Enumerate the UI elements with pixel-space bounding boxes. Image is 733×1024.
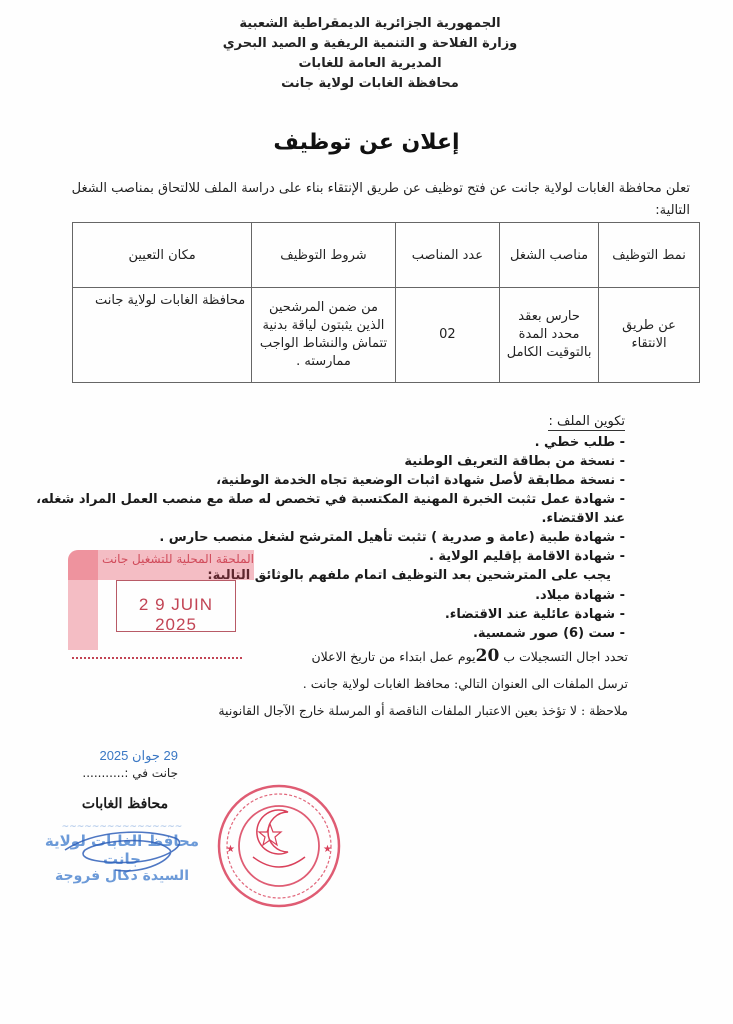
- place-date-block: [38, 748, 178, 780]
- dossier-item: - نسخة من بطاقة التعريف الوطنية: [404, 454, 625, 469]
- table-row: [73, 288, 700, 383]
- signatory-stamp-office: محافظ الغابات لولاية جانت: [44, 832, 200, 868]
- deadline-suffix: يوم عمل ابتداء من تاريخ الاعلان: [311, 649, 476, 664]
- table-header-row: [73, 223, 700, 288]
- page-title: إعلان عن توظيف: [273, 130, 460, 155]
- header-mode: نمط التوظيف: [599, 223, 700, 288]
- cell-mode: عن طريق الانتقاء: [599, 288, 700, 383]
- place-line: جانت في :...........: [82, 766, 178, 780]
- dossier-heading: تكوين الملف :: [548, 414, 625, 429]
- document-header: [210, 14, 530, 94]
- directorate-name: المديرية العامة للغابات: [298, 56, 442, 71]
- official-seal: [208, 782, 350, 910]
- dossier-item: - شهادة الاقامة بإقليم الولاية .: [428, 549, 625, 564]
- dossier-item: - طلب خطي .: [534, 435, 625, 450]
- handwritten-date: 29 جوان 2025: [99, 748, 178, 763]
- header-conditions: شروط التوظيف: [252, 223, 395, 288]
- stamp-date-box: [116, 580, 236, 632]
- address-line: ترسل الملفات الى العنوان التالي: محافظ الغابات لولاية جانت .: [302, 676, 628, 691]
- cell-location: محافظة الغابات لولاية جانت: [73, 288, 252, 383]
- cell-conditions: من ضمن المرشحين الذين يثبتون لياقة بدنية تتماش والنشاط الواجب ممارسته .: [252, 288, 395, 383]
- deadline-prefix: تحدد اجال التسجيلات ب: [499, 649, 628, 664]
- after-hire-item: - شهادة عائلية عند الاقتضاء.: [444, 607, 625, 622]
- conservation-name: محافظة الغابات لولاية جانت: [281, 76, 459, 91]
- reception-date-stamp: [64, 546, 254, 661]
- cell-count: 02: [395, 288, 499, 383]
- signature-scribble: [55, 820, 205, 880]
- stamp-dotted-line: [72, 657, 242, 659]
- header-position: مناصب الشغل: [500, 223, 599, 288]
- signatory-stamp-name: السيدة دكال فروجة: [54, 868, 189, 884]
- stamp-label: الملحقة المحلية للتشغيل جانت: [102, 552, 254, 566]
- dossier-item: - شهادة عمل تثبت الخبرة المهنية المكتسبة في تخصص له صلة مع منصب العمل المراد شغله، عند الاقتضاء.: [36, 492, 625, 526]
- cell-position: حارس بعقد محدد المدة بالتوقيت الكامل: [500, 288, 599, 383]
- ministry-name: وزارة الفلاحة و التنمية الريفية و الصيد البحري: [222, 36, 518, 51]
- after-hire-heading: يجب على المترشحين بعد التوظيف اتمام ملفهم بالوثائق التالية:: [207, 568, 611, 583]
- stamp-band-side: [68, 550, 98, 650]
- header-location: مكان التعيين: [73, 223, 252, 288]
- stamp-date: 2 9 JUIN 2025: [138, 595, 214, 634]
- deadline-days: 20: [475, 646, 500, 666]
- signer-title: محافظ الغابات: [81, 796, 169, 812]
- header-count: عدد المناصب: [395, 223, 499, 288]
- svg-text:★: ★: [323, 844, 332, 855]
- after-hire-item: - ست (6) صور شمسية.: [472, 626, 625, 641]
- intro-paragraph: تعلن محافظة الغابات لولاية جانت عن فتح توظيف عن طريق الإنتقاء بناء على دراسة الملف للالتحاق بمناصب الشغل التالية:: [71, 181, 690, 218]
- dossier-item: - نسخة مطابقة لأصل شهادة اثبات الوضعية تجاه الخدمة الوطنية،: [216, 473, 625, 488]
- svg-text:★: ★: [226, 844, 235, 855]
- jobs-table: [72, 222, 700, 383]
- signatory-stamp-faint-line: ~~~~~~~~~~~~~~~~: [61, 822, 183, 832]
- after-hire-item: - شهادة ميلاد.: [535, 588, 625, 603]
- remark-line: ملاحظة : لا تؤخذ بعين الاعتبار الملفات الناقصة أو المرسلة خارج الآجال القانونية: [218, 703, 628, 718]
- republic-name: الجمهورية الجزائرية الديمقراطية الشعبية: [239, 16, 501, 31]
- dossier-item: - شهادة طبية (عامة و صدرية ) تثبت تأهيل المترشح لشغل منصب حارس .: [159, 530, 625, 545]
